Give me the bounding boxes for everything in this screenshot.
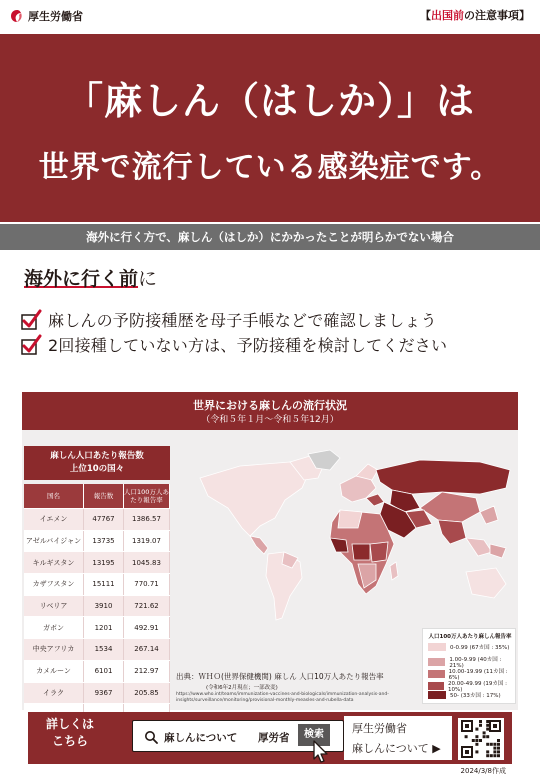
cell-count: 13195 — [84, 552, 124, 573]
legend-swatch — [428, 658, 445, 666]
panel-header — [22, 392, 518, 430]
cell-rate: 721.62 — [124, 596, 170, 617]
legend-title: 人口100万人あたり麻しん報告率 — [428, 634, 512, 640]
legend-swatch — [428, 691, 446, 699]
cell-country: リベリア — [24, 596, 84, 617]
search-query: 麻しんについて — [164, 732, 238, 744]
panel-period: （令和５年１月～令和５年12月） — [201, 415, 339, 425]
cell-rate: 1045.83 — [124, 552, 170, 573]
table-row — [24, 551, 170, 573]
hero-banner — [0, 34, 540, 222]
col-rate: 人口100万人あたり報告率 — [124, 484, 170, 508]
cell-rate: 267.14 — [124, 639, 170, 660]
cell-country: カザフスタン — [24, 574, 84, 595]
cell-country: 中央アフリカ — [24, 639, 84, 660]
table-row — [24, 595, 170, 617]
cell-country: アゼルバイジャン — [24, 531, 84, 552]
mhlw-card-name: 厚生労働省 — [352, 722, 407, 735]
before-travel-title: 海外に行く前に — [24, 268, 158, 290]
col-country: 国名 — [24, 484, 84, 508]
legend-swatch — [428, 682, 444, 690]
panel-title: 世界における麻しんの流行状況 — [193, 399, 347, 412]
col-count: 報告数 — [84, 484, 124, 508]
cell-country: カメルーン — [24, 661, 84, 682]
check-item-1 — [20, 308, 437, 331]
sub-banner: 海外に行く方で、麻しん（はしか）にかかったことが明らかでない場合 — [0, 224, 540, 250]
cell-count: 1201 — [84, 617, 124, 638]
cell-rate: 492.91 — [124, 617, 170, 638]
check-item-2 — [20, 333, 447, 356]
source-url[interactable]: https://www.who.int/teams/immunization-vaccines-and-biologicals/immunization-analysis-and-insights/surveillance/monitoring/provisional-monthly-measles-and-rubella-data — [176, 692, 389, 703]
page-header — [0, 0, 540, 32]
legend-label: 1.00-9.99 (40カ国 : 21%) — [449, 657, 502, 669]
cell-count: 47767 — [84, 509, 124, 530]
legend-swatch — [428, 670, 445, 678]
legend-item — [428, 643, 509, 651]
mhlw-logo-icon — [10, 9, 24, 23]
cell-rate: 205.85 — [124, 683, 170, 704]
source-sub: (令和6年2月現在；一部改変) — [206, 685, 278, 691]
check-text-1: 麻しんの予防接種歴を母子手帳などで確認しましょう — [48, 311, 437, 330]
legend-item — [428, 691, 501, 699]
cell-count: 3910 — [84, 596, 124, 617]
cell-rate: 1319.07 — [124, 531, 170, 552]
world-map — [180, 448, 520, 628]
cell-country: ガボン — [24, 617, 84, 638]
hero-line-2: 世界で流行している感染症です。 — [38, 150, 502, 185]
cell-rate: 770.71 — [124, 574, 170, 595]
legend-swatch — [428, 643, 446, 651]
cell-country: キルギスタン — [24, 552, 84, 573]
cell-rate: 1386.57 — [124, 509, 170, 530]
cell-country: イラク — [24, 683, 84, 704]
source-line: 出典：ＷＨＯ(世界保健機関) 麻しん 人口10万人あたり報告率 — [176, 672, 384, 681]
ministry-name: 厚生労働省 — [28, 10, 83, 23]
table-row — [24, 660, 170, 682]
table-title: 麻しん人口あたり報告数 上位10の国々 — [24, 446, 170, 480]
table-row — [24, 530, 170, 552]
map-north-america — [200, 456, 325, 554]
search-button[interactable]: 検索 — [298, 724, 330, 746]
table-row — [24, 573, 170, 595]
map-legend — [422, 628, 516, 704]
table-row — [24, 682, 170, 704]
notice-tag: 【出国前の注意事項】 — [420, 9, 530, 22]
checkbox-icon — [20, 334, 42, 356]
checkbox-icon — [20, 309, 42, 331]
cell-country: イエメン — [24, 509, 84, 530]
cursor-pointer-icon — [312, 740, 330, 764]
cell-count: 15111 — [84, 574, 124, 595]
legend-label: 10.00-19.99 (11カ国 : 6%) — [448, 669, 508, 681]
cell-count: 6101 — [84, 661, 124, 682]
notice-accent: 出国前 — [431, 9, 464, 22]
cell-count: 9367 — [84, 683, 124, 704]
legend-label: 50- (33カ国 : 17%) — [450, 693, 501, 699]
detail-label: 詳しくは こちら — [45, 717, 94, 748]
check-text-2: 2回接種していない方は、予防接種を検討してください — [48, 336, 448, 355]
map-south-america — [266, 552, 302, 620]
search-icon — [144, 730, 158, 744]
created-date: 2024/3/8作成 — [460, 767, 506, 775]
table-row — [24, 616, 170, 638]
cell-rate: 212.97 — [124, 661, 170, 682]
cell-count: 13735 — [84, 531, 124, 552]
mhlw-logo — [10, 8, 83, 24]
legend-label: 20.00-49.99 (19カ国 : 10%) — [448, 681, 508, 693]
table-row — [24, 508, 170, 530]
top10-table — [24, 484, 170, 725]
mhlw-card-link[interactable]: 麻しんについて ▶ — [352, 742, 441, 755]
table-header — [24, 484, 170, 508]
search-site: 厚労省 — [258, 732, 290, 744]
legend-label: 0-0.99 (67カ国 : 35%) — [450, 645, 510, 651]
table-row — [24, 638, 170, 660]
qr-code-icon[interactable] — [458, 718, 504, 760]
cell-count: 1534 — [84, 639, 124, 660]
hero-line-1: 「麻しん（はしか）」は — [64, 79, 475, 123]
